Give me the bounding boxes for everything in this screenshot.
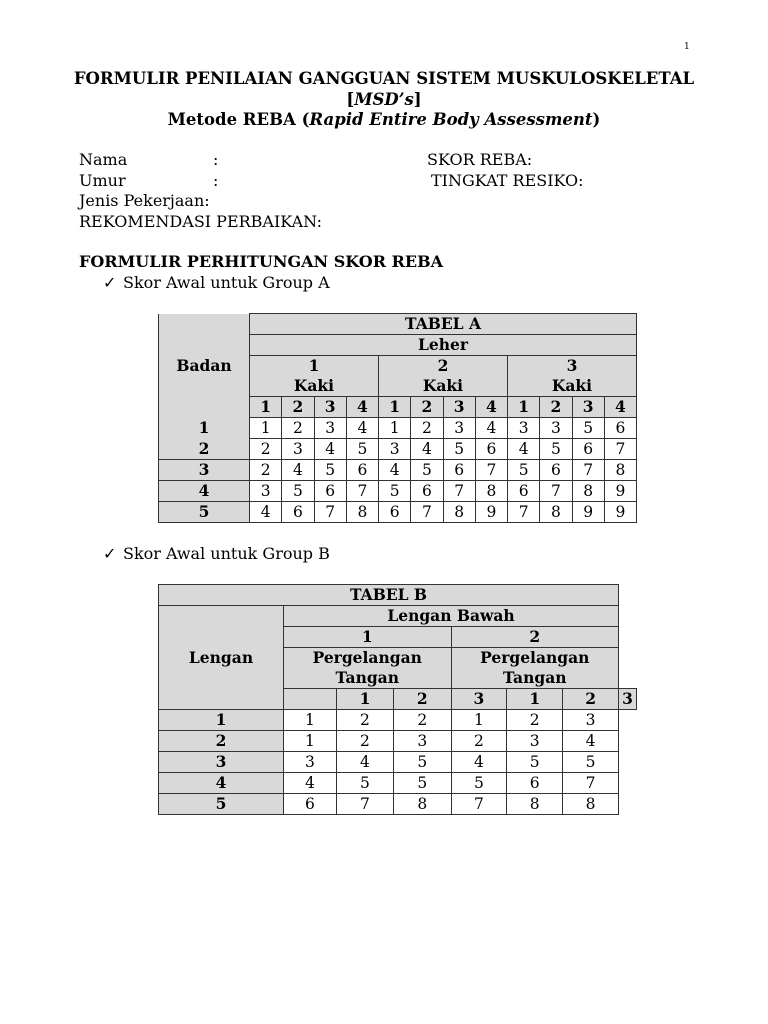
table-cell: 9 (475, 502, 507, 523)
table-cell: 6 (572, 439, 604, 460)
table-cell: 3 (507, 731, 563, 752)
table-cell: 2 (250, 460, 282, 481)
table_b-row-label: 1 (159, 710, 284, 731)
table-row (159, 439, 637, 460)
table-cell: 3 (508, 418, 540, 439)
table-b-row-header: Lengan (159, 606, 284, 710)
table-cell: 5 (507, 752, 563, 773)
table-cell: 9 (604, 502, 636, 523)
leher-value: 1 (250, 356, 379, 377)
table-cell: 8 (572, 481, 604, 502)
table-row (159, 710, 637, 731)
kaki-value: 3 (314, 397, 346, 418)
table-cell: 3 (394, 731, 451, 752)
table-b-body (159, 710, 637, 815)
table-row (159, 731, 637, 752)
table-cell: 8 (346, 502, 378, 523)
table-cell: 4 (451, 752, 507, 773)
table_b-row-label: 3 (159, 752, 284, 773)
table-cell: 4 (250, 502, 282, 523)
table-cell: 3 (282, 439, 314, 460)
kaki-value: 3 (572, 397, 604, 418)
table-cell: 6 (604, 418, 636, 439)
table-cell: 3 (443, 418, 475, 439)
wrist-value: 2 (394, 689, 451, 710)
wrist-value: 1 (336, 689, 393, 710)
table-row (159, 502, 637, 523)
table-cell: 2 (250, 439, 282, 460)
table-cell: 4 (336, 752, 393, 773)
table-cell: 3 (379, 439, 411, 460)
table-cell: 8 (475, 481, 507, 502)
table-cell: 7 (540, 481, 572, 502)
table_a-row-label: 5 (159, 502, 250, 523)
kaki-label: Kaki (250, 376, 379, 397)
table-cell: 1 (451, 710, 507, 731)
wrist-label-line2: Tangan (451, 668, 619, 689)
kaki-value: 2 (411, 397, 443, 418)
table-cell: 1 (379, 418, 411, 439)
table-cell: 7 (346, 481, 378, 502)
table-cell: 6 (282, 502, 314, 523)
table-b-title: TABEL B (159, 585, 619, 606)
table-cell: 6 (507, 773, 563, 794)
table-cell: 2 (336, 710, 393, 731)
table-cell: 4 (508, 439, 540, 460)
table-a-corner-bottom (159, 397, 250, 418)
table_a-row-label: 1 (159, 418, 250, 439)
table-cell: 1 (284, 731, 337, 752)
table_a-row-label: 3 (159, 460, 250, 481)
table-cell: 5 (540, 439, 572, 460)
nama-label: Nama (79, 150, 128, 169)
table-cell: 7 (572, 460, 604, 481)
table-cell: 4 (563, 731, 619, 752)
kaki-value: 2 (282, 397, 314, 418)
section-title: FORMULIR PERHITUNGAN SKOR REBA (79, 252, 444, 271)
table-cell: 7 (336, 794, 393, 815)
table-cell: 2 (336, 731, 393, 752)
table-b-lengan-bawah-header: Lengan Bawah (284, 606, 619, 627)
table-cell: 4 (475, 418, 507, 439)
checkmark-icon: ✓ (103, 544, 117, 563)
table-row (159, 794, 637, 815)
table_b-row-label: 2 (159, 731, 284, 752)
wrist-label-line2: Tangan (284, 668, 452, 689)
table-cell: 8 (540, 502, 572, 523)
table-cell: 5 (282, 481, 314, 502)
leher-value: 3 (508, 356, 637, 377)
table-cell: 6 (284, 794, 337, 815)
umur-label: Umur (79, 171, 126, 190)
table-cell: 4 (314, 439, 346, 460)
kaki-value: 1 (379, 397, 411, 418)
table-cell: 8 (604, 460, 636, 481)
table-cell: 7 (604, 439, 636, 460)
table-cell: 8 (394, 794, 451, 815)
table-cell: 5 (411, 460, 443, 481)
table_b-row-label: 4 (159, 773, 284, 794)
table-cell: 7 (443, 481, 475, 502)
table-cell: 3 (250, 481, 282, 502)
table-cell: 3 (540, 418, 572, 439)
lengan-bawah-value: 2 (451, 627, 619, 648)
table-cell: 5 (508, 460, 540, 481)
group-b-label: Skor Awal untuk Group B (123, 544, 330, 563)
group-a-heading (103, 273, 330, 293)
table-cell: 5 (394, 752, 451, 773)
table-row (159, 752, 637, 773)
table-a-corner (159, 314, 250, 335)
table-row (159, 773, 637, 794)
wrist-label: Pergelangan (284, 648, 452, 669)
table-b-corner-bottom (284, 689, 337, 710)
skor-reba-label: SKOR REBA: (427, 150, 533, 169)
wrist-value: 1 (507, 689, 563, 710)
umur-colon: : (213, 171, 219, 190)
table-cell: 7 (475, 460, 507, 481)
table-cell: 7 (508, 502, 540, 523)
table-cell: 2 (282, 418, 314, 439)
table-cell: 5 (346, 439, 378, 460)
table-cell: 7 (451, 794, 507, 815)
table-cell: 2 (394, 710, 451, 731)
kaki-value: 4 (604, 397, 636, 418)
table-cell: 3 (563, 710, 619, 731)
checkmark-icon: ✓ (103, 273, 117, 292)
table-a-leher-header: Leher (250, 335, 637, 356)
table-cell: 9 (604, 481, 636, 502)
group-b-heading (103, 544, 330, 564)
table-cell: 3 (284, 752, 337, 773)
tingkat-resiko-label: TINGKAT RESIKO: (431, 171, 584, 190)
table-cell: 5 (451, 773, 507, 794)
table-cell: 5 (443, 439, 475, 460)
table-row (159, 460, 637, 481)
table-cell: 9 (572, 502, 604, 523)
kaki-value: 2 (540, 397, 572, 418)
table-cell: 5 (563, 752, 619, 773)
table-a-body (159, 418, 637, 523)
table-cell: 7 (563, 773, 619, 794)
table-a-row-header: Badan (159, 335, 250, 397)
kaki-value: 1 (508, 397, 540, 418)
rekomendasi-label: REKOMENDASI PERBAIKAN: (79, 212, 322, 231)
document-subtitle-msds: [MSD’s] (346, 90, 422, 109)
table-cell: 6 (508, 481, 540, 502)
jenis-pekerjaan-label: Jenis Pekerjaan: (79, 191, 210, 210)
document-method-line: Metode REBA (Rapid Entire Body Assessment) (167, 110, 601, 129)
group-a-label: Skor Awal untuk Group A (123, 273, 330, 292)
table-a (158, 313, 637, 523)
kaki-label: Kaki (508, 376, 637, 397)
table-cell: 3 (314, 418, 346, 439)
table_b-row-label: 5 (159, 794, 284, 815)
table-cell: 8 (563, 794, 619, 815)
table-row (159, 481, 637, 502)
table-cell: 1 (284, 710, 337, 731)
leher-value: 2 (379, 356, 508, 377)
table-cell: 5 (394, 773, 451, 794)
table_a-row-label: 2 (159, 439, 250, 460)
document-title: FORMULIR PENILAIAN GANGGUAN SISTEM MUSKULOSKELETAL (73, 69, 695, 88)
table-cell: 4 (411, 439, 443, 460)
table-cell: 5 (336, 773, 393, 794)
table-cell: 6 (475, 439, 507, 460)
table_a-row-label: 4 (159, 481, 250, 502)
kaki-value: 3 (443, 397, 475, 418)
table-cell: 6 (443, 460, 475, 481)
table-row (159, 418, 637, 439)
table-cell: 2 (451, 731, 507, 752)
table-cell: 8 (443, 502, 475, 523)
table-cell: 8 (507, 794, 563, 815)
table-cell: 5 (379, 481, 411, 502)
table-b (158, 584, 637, 815)
kaki-value: 4 (346, 397, 378, 418)
nama-colon: : (213, 150, 219, 169)
table-cell: 4 (282, 460, 314, 481)
table-cell: 1 (250, 418, 282, 439)
table-cell: 7 (411, 502, 443, 523)
table-cell: 7 (314, 502, 346, 523)
page-number: 1 (684, 42, 690, 52)
wrist-value: 2 (563, 689, 619, 710)
table-cell: 6 (314, 481, 346, 502)
table-cell: 2 (507, 710, 563, 731)
table-cell: 6 (540, 460, 572, 481)
table-cell: 2 (411, 418, 443, 439)
table-cell: 5 (314, 460, 346, 481)
table-cell: 5 (572, 418, 604, 439)
table-cell: 4 (346, 418, 378, 439)
wrist-value: 3 (619, 689, 637, 710)
kaki-value: 4 (475, 397, 507, 418)
lengan-bawah-value: 1 (284, 627, 452, 648)
wrist-value: 3 (451, 689, 507, 710)
table-cell: 6 (411, 481, 443, 502)
table-a-title: TABEL A (250, 314, 637, 335)
wrist-label: Pergelangan (451, 648, 619, 669)
table-cell: 4 (284, 773, 337, 794)
table-cell: 4 (379, 460, 411, 481)
kaki-label: Kaki (379, 376, 508, 397)
table-cell: 6 (346, 460, 378, 481)
kaki-value: 1 (250, 397, 282, 418)
table-cell: 6 (379, 502, 411, 523)
